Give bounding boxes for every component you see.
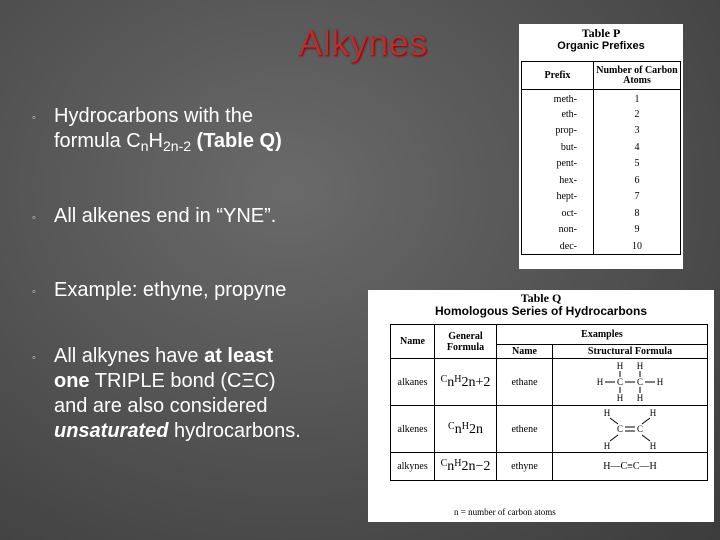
bullet-item — [32, 204, 362, 229]
carbon-count-cell: 10 — [594, 238, 681, 255]
bullet-text: All alkynes have — [54, 345, 205, 367]
formula-text: H — [461, 420, 469, 432]
table-row — [522, 106, 681, 123]
svg-text:H: H — [603, 408, 611, 418]
carbon-count-cell: 6 — [594, 172, 681, 189]
example-name: ethene — [497, 406, 553, 453]
svg-text:H: H — [636, 361, 644, 371]
bullet-line: Example: ethyne, propyne — [54, 279, 287, 301]
formula-text: C — [440, 373, 448, 385]
table-q-header: Examples — [497, 325, 708, 345]
table-row — [522, 123, 681, 140]
prefix-cell: prop- — [522, 123, 594, 140]
general-formula — [435, 359, 497, 406]
table-ref: (Table Q) — [190, 130, 282, 152]
ethene-structure — [553, 406, 708, 453]
bullet-line — [54, 419, 362, 444]
bullet-line: Hydrocarbons with the — [54, 105, 253, 127]
series-name: alkanes — [391, 359, 435, 406]
table-row — [522, 222, 681, 239]
svg-text:H: H — [649, 408, 657, 418]
formula-text: H — [454, 458, 462, 469]
bullet-line: All alkenes end in “YNE”. — [54, 205, 277, 227]
svg-text:H: H — [636, 393, 644, 403]
formula-text: H — [454, 373, 462, 385]
svg-text:C: C — [636, 377, 644, 387]
bullet-marker-icon: ◦ — [32, 112, 36, 124]
prefix-cell: hex- — [522, 172, 594, 189]
general-formula — [435, 453, 497, 481]
formula-sub: 2n+2 — [461, 374, 491, 390]
table-q-image — [368, 290, 714, 522]
prefix-cell: pent- — [522, 156, 594, 173]
bullet-line — [54, 344, 362, 369]
formula-sub: n — [447, 459, 455, 474]
formula-sub: 2n-2 — [162, 138, 191, 154]
bullet-emphasis: at least — [204, 345, 274, 367]
svg-text:C: C — [636, 424, 644, 434]
formula-text: formula C — [54, 130, 141, 152]
carbon-count-cell: 1 — [594, 90, 681, 107]
table-row — [522, 205, 681, 222]
carbon-count-cell: 7 — [594, 189, 681, 206]
table-p-body — [522, 90, 681, 255]
bullet-marker-icon: ◦ — [32, 286, 36, 298]
formula-text: C — [448, 420, 455, 432]
carbon-count-cell: 8 — [594, 205, 681, 222]
table-row — [522, 189, 681, 206]
prefix-cell: dec- — [522, 238, 594, 255]
ethyne-structure: H—C≡C—H — [553, 453, 708, 481]
table-q-header: General Formula — [435, 325, 497, 359]
table-row — [391, 453, 708, 481]
table-q-subtitle: Homologous Series of Hydrocarbons — [434, 304, 648, 318]
formula-sub: n — [140, 138, 149, 154]
ethane-structure-icon — [585, 360, 675, 404]
prefix-cell: non- — [522, 222, 594, 239]
prefix-cell: meth- — [522, 90, 594, 107]
bullet-line — [54, 369, 362, 394]
formula-sub: 2n — [468, 421, 483, 437]
carbon-count-cell: 3 — [594, 123, 681, 140]
prefix-cell: oct- — [522, 205, 594, 222]
formula-sub: 2n−2 — [461, 459, 491, 474]
example-name: ethyne — [497, 453, 553, 481]
prefix-cell: hept- — [522, 189, 594, 206]
table-row — [391, 359, 708, 406]
table-row — [522, 139, 681, 156]
bullet-text: hydrocarbons. — [168, 420, 301, 442]
bullet-marker-icon: ◦ — [32, 212, 36, 224]
svg-text:H: H — [616, 393, 624, 403]
svg-text:H: H — [596, 377, 604, 387]
carbon-count-cell: 2 — [594, 106, 681, 123]
prefix-cell: but- — [522, 139, 594, 156]
bullet-marker-icon: ◦ — [32, 352, 36, 364]
ethene-structure-icon — [585, 407, 675, 451]
bullet-emphasis: unsaturated — [54, 420, 169, 442]
table-q-header: Structural Formula — [553, 345, 708, 359]
svg-text:H: H — [616, 361, 624, 371]
table-row — [522, 156, 681, 173]
table-row — [522, 172, 681, 189]
table-row — [391, 406, 708, 453]
table-q-note: n = number of carbon atoms — [454, 507, 556, 517]
formula-sub: n — [454, 421, 462, 437]
table-q-header: Name — [391, 325, 435, 359]
bullet-line: and are also considered — [54, 395, 268, 417]
table-p-image — [519, 24, 683, 269]
svg-text:C: C — [616, 424, 624, 434]
bullet-text: TRIPLE bond (CΞC) — [89, 370, 276, 392]
carbon-count-cell: 9 — [594, 222, 681, 239]
formula-text: C — [440, 458, 448, 469]
bullet-item — [32, 344, 362, 444]
formula-text: H — [148, 130, 163, 152]
table-p-subtitle: Organic Prefixes — [557, 40, 645, 52]
table-q-header: Name — [497, 345, 553, 359]
bullet-item — [32, 278, 362, 303]
bullet-line — [54, 129, 362, 159]
carbon-count-cell: 5 — [594, 156, 681, 173]
table-row — [522, 238, 681, 255]
general-formula — [435, 406, 497, 453]
table-p-header: Number of Carbon Atoms — [594, 62, 681, 90]
slide-title: Alkynes — [298, 22, 428, 63]
table-row — [522, 90, 681, 107]
carbon-count-cell: 4 — [594, 139, 681, 156]
bullet-emphasis: one — [54, 370, 90, 392]
table-p — [521, 61, 681, 255]
svg-text:H: H — [603, 441, 611, 451]
table-p-header: Prefix — [522, 62, 594, 90]
table-q — [390, 324, 708, 481]
svg-text:H: H — [649, 441, 657, 451]
table-q-title: Table Q — [520, 291, 562, 305]
table-p-title: Table P — [581, 26, 621, 40]
formula-sub: n — [447, 374, 455, 390]
ethane-structure — [553, 359, 708, 406]
example-name: ethane — [497, 359, 553, 406]
series-name: alkynes — [391, 453, 435, 481]
svg-text:H: H — [656, 377, 664, 387]
bullet-item — [32, 104, 362, 159]
series-name: alkenes — [391, 406, 435, 453]
svg-text:C: C — [616, 377, 624, 387]
prefix-cell: eth- — [522, 106, 594, 123]
